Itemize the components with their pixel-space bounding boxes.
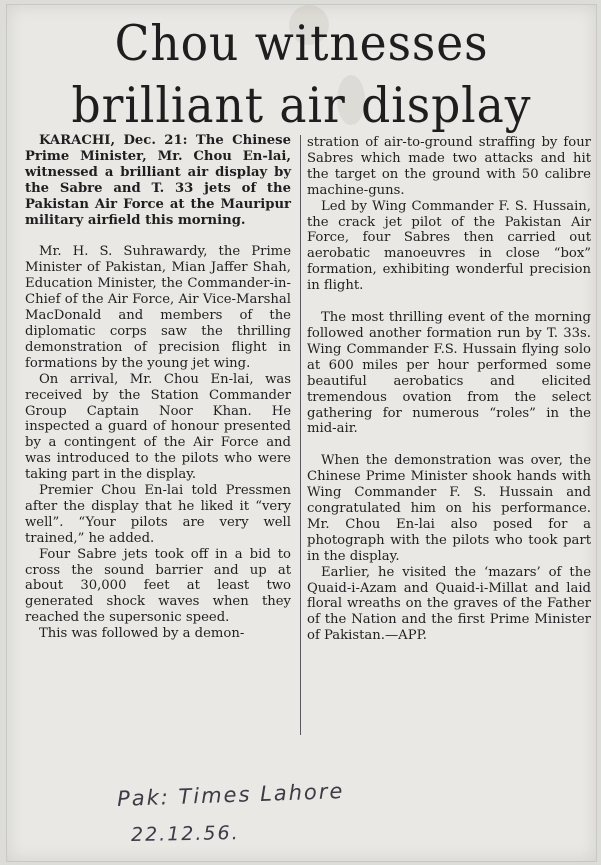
article-column-right [307,135,591,644]
newspaper-clipping [6,4,597,862]
article-lede: KARACHI, Dec. 21: The Chinese Prime Minister, Mr. Chou En-lai, witnessed a brilliant air display by the Sabre and T. 33 jets of the Pakistan Air Force at the Mauripur military airfield this morning. [25,133,291,228]
headline-line-1: Chou witnesses [114,15,489,72]
article-paragraph: Four Sabre jets took off in a bid to cross the sound barrier and up at about 30,000 feet at least two generated shock waves when they reached the supersonic speed. [25,546,291,626]
article-paragraph: When the demonstration was over, the Chinese Prime Minister shook hands with Wing Commander F. S. Hussain and congratulated him on his performance. Mr. Chou En-lai also posed for a photograph with the pilots who took part in the display. [307,453,591,564]
headline-line-2: brilliant air display [71,77,532,134]
article-paragraph: Mr. H. S. Suhrawardy, the Prime Minister of Pakistan, Mian Jaffer Shah, Education Minister, the Commander-in-Chief of the Air Force, Air Vice-Marshal MacDonald and members of the diplomatic corps saw the thrilling demonstration of precision flight in formations by the young jet wing. [25,244,291,371]
column-divider [300,135,301,735]
article-paragraph: The most thrilling event of the morning followed another formation run by T. 33s. Wing Commander F.S. Hussain flying solo at 600 miles per hour performed some beautiful aerobatics and elicited tremendous ovation from the select gathering for numerous “roles” in the mid-air. [307,310,591,437]
article-paragraph: stration of air-to-ground straffing by four Sabres which made two attacks and hit the target on the ground with 50 calibre machine-guns. [307,135,591,198]
article-paragraph: Led by Wing Commander F. S. Hussain, the crack jet pilot of the Pakistan Air Force, four Sabres then carried out aerobatic manoeuvres in close “box” formation, exhibiting wonderful precision in flight. [307,198,591,294]
article-paragraph: This was followed by a demon- [39,626,245,642]
handwritten-date-note: 22.12.56. [130,822,240,846]
handwritten-source-note: Pak: Times Lahore [116,779,345,811]
article-paragraph: On arrival, Mr. Chou En-lai, was received by the Station Commander Group Captain Noor Khan. He inspected a guard of honour presented by a contingent of the Air Force and was introduced to the pilots who were taking part in the display. [25,371,291,483]
article-paragraph: Premier Chou En-lai told Pressmen after the display that he liked it “very well”. “Your pilots are very well trained,” he added. [25,483,291,546]
article-column-left [25,133,291,642]
article-paragraph: Earlier, he visited the ‘mazars’ of the Quaid-i-Azam and Quaid-i-Millat and laid floral wreaths on the graves of the Father of the Nation and the first Prime Minister of Pakistan.—APP. [307,564,591,644]
